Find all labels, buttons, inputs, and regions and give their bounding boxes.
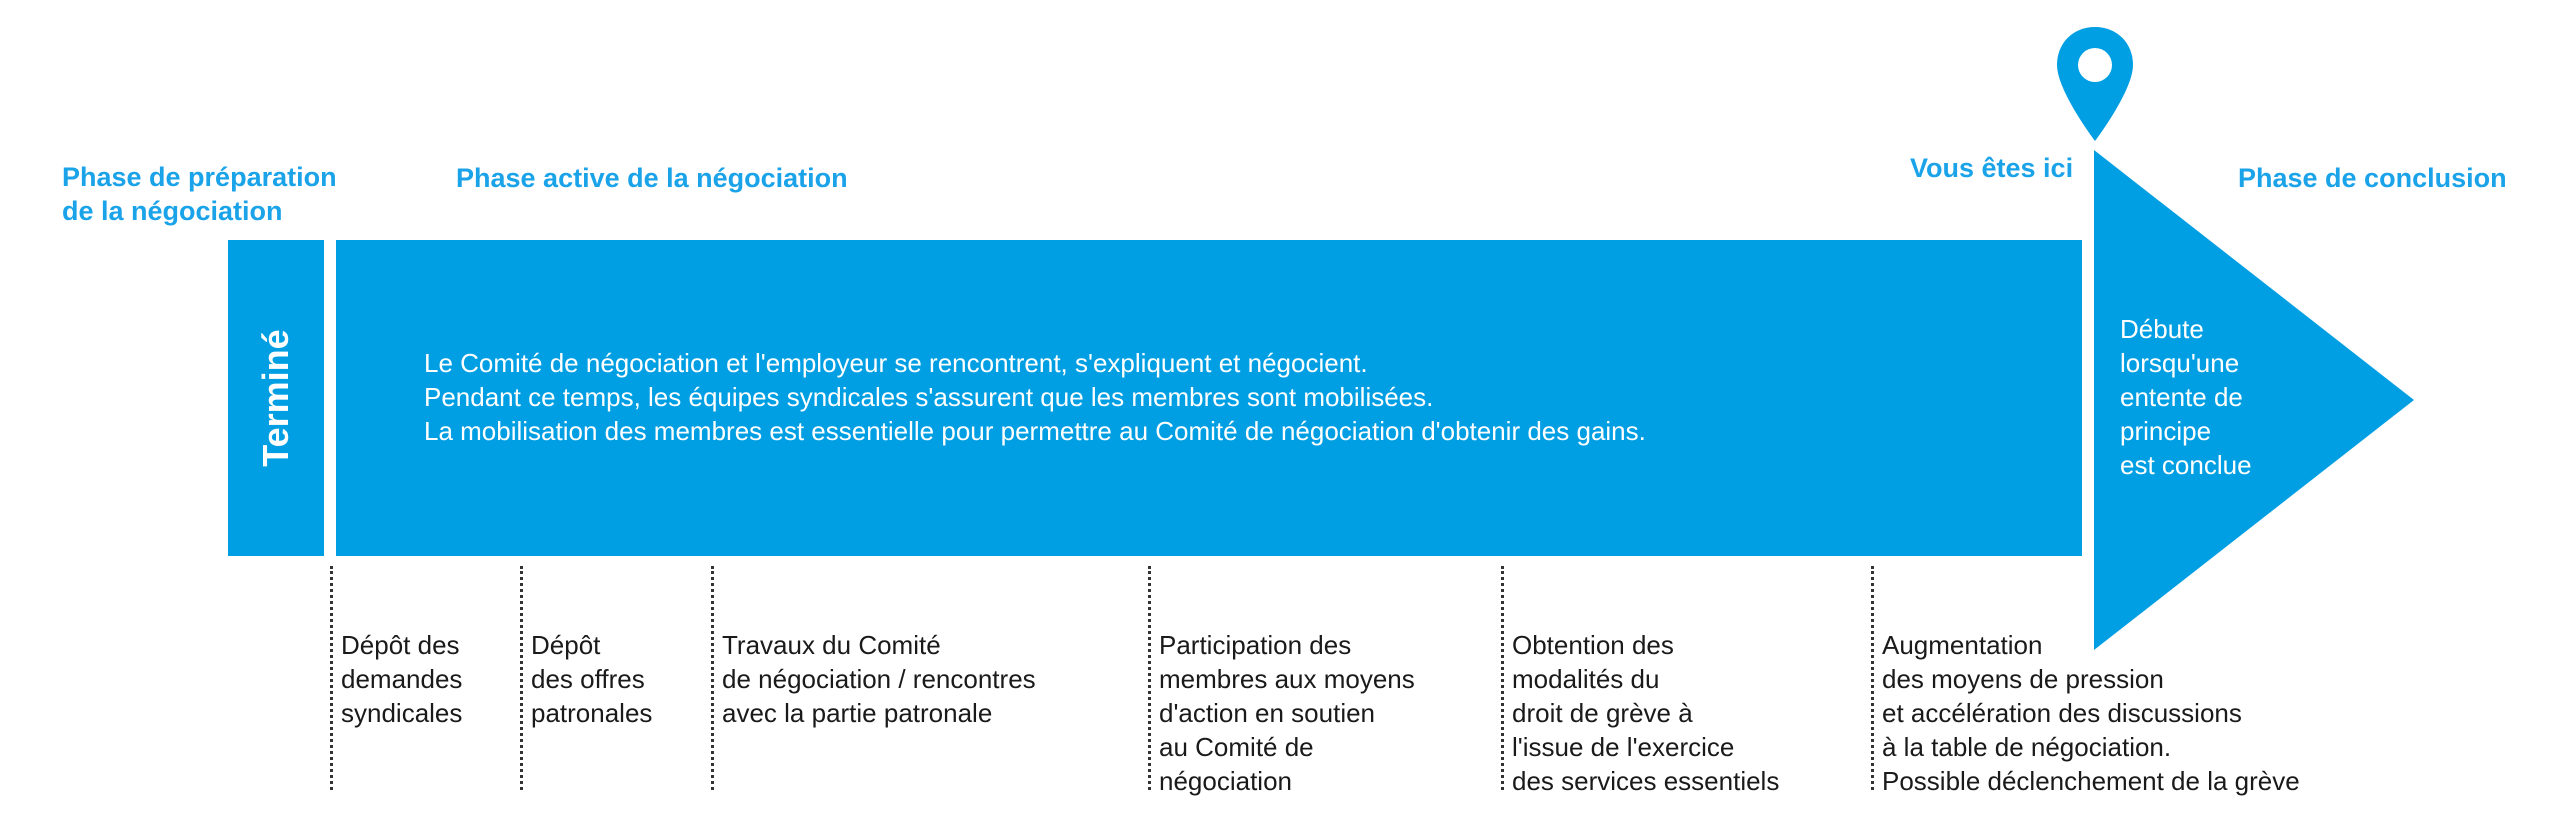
milestone-line: négociation [1159,766,1292,796]
active-bar-text [424,346,1646,448]
milestone-employer-offers [520,566,652,790]
milestone-line: au Comité de [1159,732,1314,762]
milestone-label [341,628,462,730]
milestone-line: Dépôt [531,630,601,660]
phase-conclusion-title: Phase de conclusion [2238,163,2507,193]
conclusion-text-line: lorsqu'une [2120,348,2240,378]
active-text-line: La mobilisation des membres est essentielle pour permettre au Comité de négociation d'obtenir des gains. [424,416,1646,446]
milestone-line: l'issue de l'exercice [1512,732,1735,762]
phase-preparation-line1: Phase de préparation [62,162,337,192]
phase-active-bar [336,240,2082,556]
milestone-line: à la table de négociation. [1882,732,2172,762]
milestone-committee-work [711,566,1036,790]
phase-preparation-line2: de la négociation [62,196,283,226]
milestone-line: Participation des [1159,630,1352,660]
milestone-line: Dépôt des [341,630,460,660]
done-label: Terminé [255,329,296,467]
milestone-line: demandes [341,664,463,694]
milestone-line: membres aux moyens [1159,664,1415,694]
milestone-line: patronales [531,698,653,728]
conclusion-text-line: est conclue [2120,450,2252,480]
milestone-line: modalités du [1512,664,1660,694]
milestone-line: droit de grève à [1512,698,1693,728]
conclusion-text-line: principe [2120,416,2212,446]
active-text-line: Pendant ce temps, les équipes syndicales s'assurent que les membres sont mobilisées. [424,382,1434,412]
milestone-line: Travaux du Comité [722,630,941,660]
milestone-line: d'action en soutien [1159,698,1376,728]
milestone-member-participation [1148,566,1415,796]
milestone-line: des moyens de pression [1882,664,2164,694]
milestone-line: avec la partie patronale [722,698,993,728]
you-are-here-label: Vous êtes ici [1910,153,2074,183]
active-text-line: Le Comité de négociation et l'employeur se rencontrent, s'expliquent et négocient. [424,348,1368,378]
location-pin-icon [2055,25,2135,145]
milestone-line: et accélération des discussions [1882,698,2242,728]
phase-preparation-title [62,160,337,228]
milestone-pressure-increase [1871,566,2300,796]
conclusion-text-line: entente de [2120,382,2243,412]
milestone-line: Augmentation [1882,630,2043,660]
milestone-line: Obtention des [1512,630,1674,660]
phase-preparation-bar [228,240,324,556]
milestone-line: de négociation / rencontres [722,664,1036,694]
conclusion-text-line: Débute [2120,314,2204,344]
milestone-line: des services essentiels [1512,766,1780,796]
milestone-label [1159,628,1415,798]
milestone-label [1512,628,1779,798]
conclusion-text [2120,312,2320,482]
milestone-label [531,628,652,730]
milestone-line: des offres [531,664,645,694]
milestone-label [722,628,1036,730]
milestone-label [1882,628,2300,798]
milestone-strike-right [1501,566,1780,796]
milestone-union-demands [330,566,462,790]
milestone-line: syndicales [341,698,463,728]
phase-active-title: Phase active de la négociation [456,163,848,193]
milestone-line: Possible déclenchement de la grève [1882,766,2300,796]
